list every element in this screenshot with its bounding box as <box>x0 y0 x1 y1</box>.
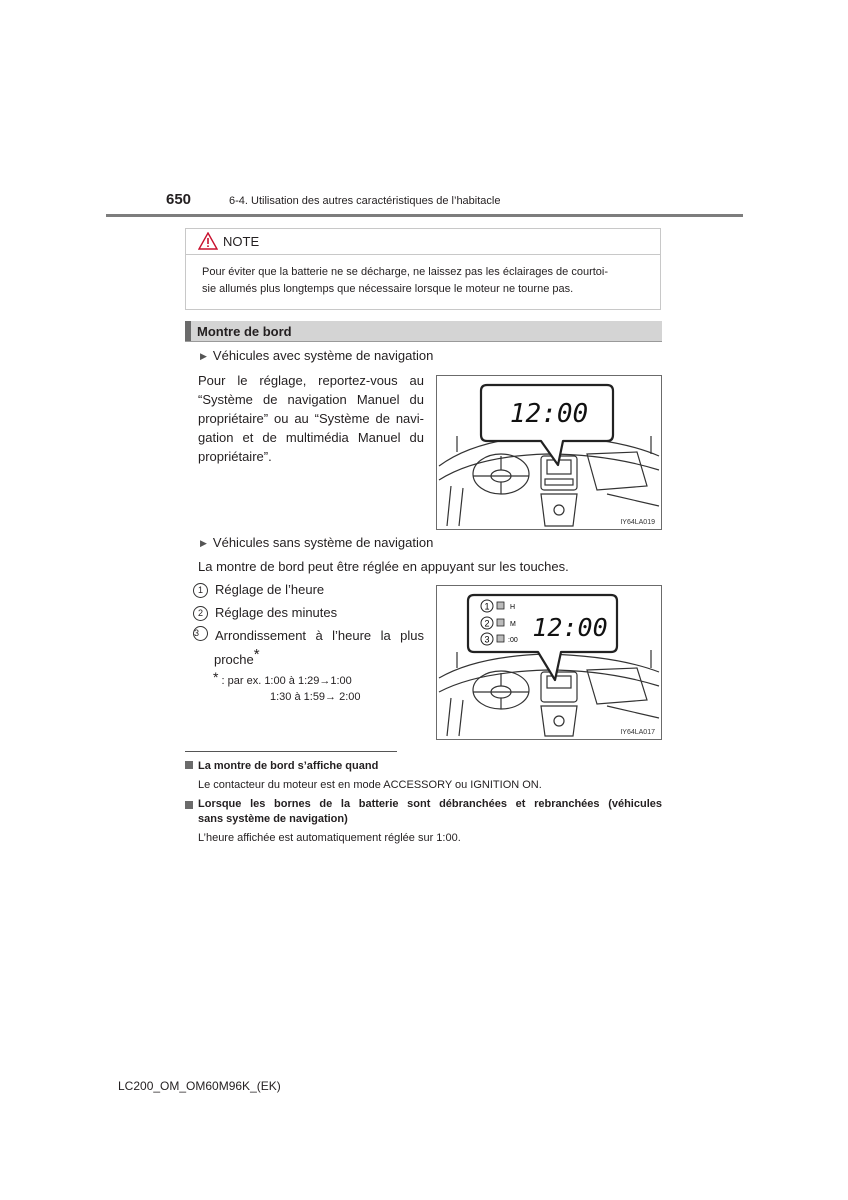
figure-nav-clock <box>436 375 662 530</box>
dashboard-illustration <box>437 376 661 529</box>
nav-paragraph <box>198 371 424 466</box>
subsection-header <box>185 321 662 342</box>
figure-code: IY64LA017 <box>620 729 655 736</box>
step-text: Réglage de l’heure <box>215 582 325 597</box>
info-block-1 <box>185 759 662 793</box>
button-num-1: 1 <box>484 601 490 612</box>
button-num-3: 3 <box>484 634 490 645</box>
nav-line-4: gation et de multimédia Manuel du <box>198 430 424 445</box>
note-line-2: sie allumés plus longtemps que nécessaire lorsque le moteur ne tourne pas. <box>202 283 574 295</box>
clock-readout: 12:00 <box>509 399 589 429</box>
no-nav-bullet-text: Véhicules sans système de navigation <box>212 535 434 550</box>
clock-readout: 12:00 <box>532 613 608 642</box>
header-rule <box>106 214 743 217</box>
figure-code: IY64LA019 <box>620 519 655 526</box>
nav-bullet-text: Véhicules avec système de navigation <box>212 348 434 363</box>
dashboard-illustration <box>437 586 661 739</box>
footnote <box>213 669 361 705</box>
info-rule <box>185 751 397 752</box>
subsection-bar <box>185 321 191 341</box>
square-bullet-icon <box>185 761 193 769</box>
asterisk: * <box>253 646 260 663</box>
info-heading-2b: sans système de navigation) <box>198 813 348 825</box>
step-text: Réglage des minutes <box>215 605 338 620</box>
note-box <box>185 228 661 310</box>
footer-doc-code: LC200_OM_OM60M96K_(EK) <box>118 1079 281 1093</box>
nav-bullet <box>200 348 433 363</box>
nav-line-1: Pour le réglage, reportez-vous au <box>198 373 424 388</box>
triangle-bullet-icon: ▶ <box>200 351 207 361</box>
section-title: 6-4. Utilisation des autres caractéristiques de l’habitacle <box>229 195 501 207</box>
triangle-bullet-icon: ▶ <box>200 538 207 548</box>
warning-icon <box>198 232 218 250</box>
step-number: 2 <box>193 606 208 621</box>
no-nav-intro: La montre de bord peut être réglée en appuyant sur les touches. <box>198 559 569 574</box>
button-label-00: :00 <box>508 637 518 644</box>
button-num-2: 2 <box>484 618 490 629</box>
nav-line-2: “Système de navigation Manuel du <box>198 392 424 407</box>
info-heading-1: La montre de bord s’affiche quand <box>198 760 379 772</box>
subsection-title: Montre de bord <box>197 324 292 339</box>
step-text: Arrondissement à l’heure la plus <box>215 628 424 643</box>
note-label: NOTE <box>223 234 260 249</box>
page-number: 650 <box>166 191 192 208</box>
footnote-star: * <box>213 669 219 685</box>
info-body-2: L’heure affichée est automatiquement réglée sur 1:00. <box>198 832 461 844</box>
footnote-line-2: 1:30 à 1:59→ 2:00 <box>270 691 361 703</box>
footnote-line-1: : par ex. 1:00 à 1:29→1:00 <box>221 675 352 687</box>
info-body-1: Le contacteur du moteur est en mode ACCESSORY ou IGNITION ON. <box>198 779 542 791</box>
square-bullet-icon <box>185 801 193 809</box>
button-label-h: H <box>510 604 516 611</box>
info-heading-2: Lorsque les bornes de la batterie sont débranchées et rebranchées (véhicules <box>198 798 662 810</box>
step-number: 3 <box>193 626 208 641</box>
figure-clock-buttons <box>436 585 662 740</box>
info-block-2 <box>185 797 662 846</box>
step-number: 1 <box>193 583 208 598</box>
step-item-1 <box>193 580 324 599</box>
nav-line-5: propriétaire”. <box>198 449 272 464</box>
step-text-cont: proche <box>214 652 254 667</box>
button-label-m: M <box>510 621 516 628</box>
note-header <box>186 229 660 255</box>
note-text <box>202 264 650 298</box>
nav-line-3: propriétaire” ou au “Système de navi- <box>198 411 424 426</box>
no-nav-bullet <box>200 535 433 550</box>
step-item-3 <box>193 626 424 669</box>
step-item-2 <box>193 603 337 622</box>
note-line-1: Pour éviter que la batterie ne se décharge, ne laissez pas les éclairages de courtoi- <box>202 266 609 278</box>
